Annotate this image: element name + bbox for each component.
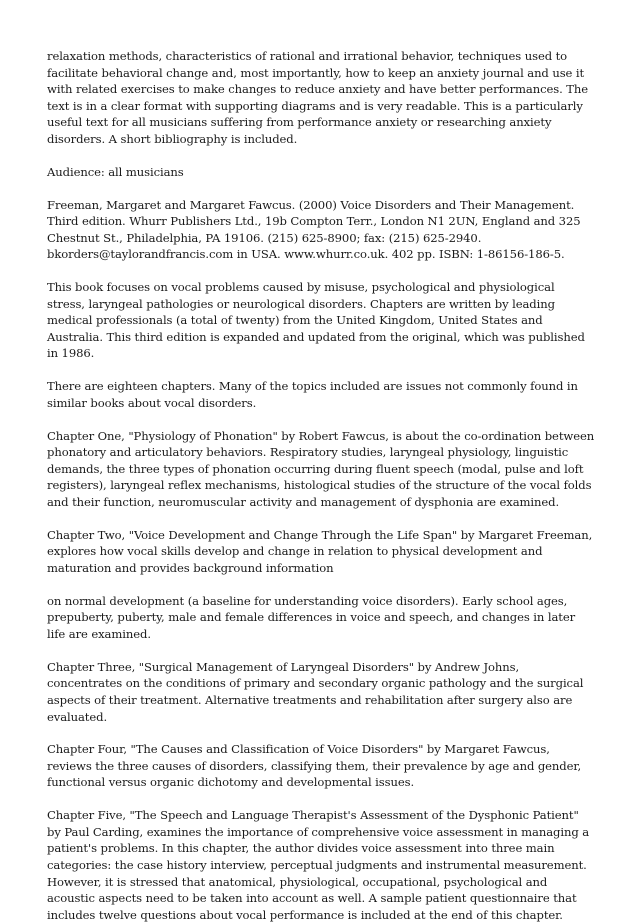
- paragraph-normal-development: on normal development (a baseline for understanding voice disorders). Early school ages, prepuberty, puberty, male and female differences in voice and speech, and changes in later life are examined.: [47, 593, 576, 641]
- paragraph-chapter-two: Chapter Two, "Voice Development and Change Through the Life Span" by Margaret Freeman, explores how vocal skills develop and change in relation to physical development and maturation and provides background information: [47, 527, 593, 575]
- paragraph-relaxation-methods: relaxation methods, characteristics of rational and irrational behavior, techniques used to facilitate behavioral change and, most importantly, how to keep an anxiety journal and use it with related exercises to make changes to reduce anxiety and have better performances. The text is in a clear format with supporting diagrams and is very readable. This is a particularly useful text for all musicians suffering from performance anxiety or researching anxiety disorders. A short bibliography is included.: [47, 49, 589, 146]
- paragraph-chapter-four: Chapter Four, "The Causes and Classification of Voice Disorders" by Margaret Fawcus, reviews the three causes of disorders, classifying them, their prevalence by age and gender, functional versus organic dichotomy and developmental issues.: [47, 742, 582, 790]
- paragraph-chapter-five: Chapter Five, "The Speech and Language Therapist's Assessment of the Dysphonic Patient" by Paul Carding, examines the importance of comprehensive voice assessment in managing a patient's problems. In this chapter, the author divides voice assessment into three main categories: the case history interview, perceptual judgments and instrumental measurement. However, it is stressed that anatomical, physiological, occupational, psychological and acoustic aspects need to be taken into account as well. A sample patient questionnaire that includes twelve questions about vocal performance is included at the end of this chapter.: [47, 808, 590, 922]
- paragraph-eighteen-chapters: There are eighteen chapters. Many of the topics included are issues not commonly found in similar books about vocal disorders.: [47, 379, 578, 410]
- paragraph-book-focus: This book focuses on vocal problems caused by misuse, psychological and physiological stress, laryngeal pathologies or neurological disorders. Chapters are written by leading medical professionals (a total of twenty) from the United Kingdom, United States and Australia. This third edition is expanded and updated from the original, which was published in 1986.: [47, 280, 585, 361]
- paragraph-citation-freeman-fawcus: Freeman, Margaret and Margaret Fawcus. (2000) Voice Disorders and Their Management. Third edition. Whurr Publishers Ltd., 19b Compton Terr., London N1 2UN, England and 325 Chestnut St., Philadelphia, PA 19106. (215) 625-8900; fax: (215) 625-2940. bkorders@taylorandfrancis.com in USA. www.whurr.co.uk. 402 pp. ISBN: 1-86156-186-5.: [47, 197, 581, 262]
- document-page: [47, 48, 595, 923]
- paragraph-audience: Audience: all musicians: [47, 164, 184, 179]
- paragraph-chapter-three: Chapter Three, "Surgical Management of Laryngeal Disorders" by Andrew Johns, concentrates on the conditions of primary and secondary organic pathology and the surgical aspects of their treatment. Alternative treatments and rehabilitation after surgery also are evaluated.: [47, 659, 584, 724]
- paragraph-chapter-one: Chapter One, "Physiology of Phonation" by Robert Fawcus, is about the co-ordination between phonatory and articulatory behaviors. Respiratory studies, laryngeal physiology, linguistic demands, the three types of phonation occurring during fluent speech (modal, pulse and loft registers), laryngeal reflex mechanisms, histological studies of the structure of the vocal folds and their function, neuromuscular activity and management of dysphonia are examined.: [47, 428, 595, 509]
